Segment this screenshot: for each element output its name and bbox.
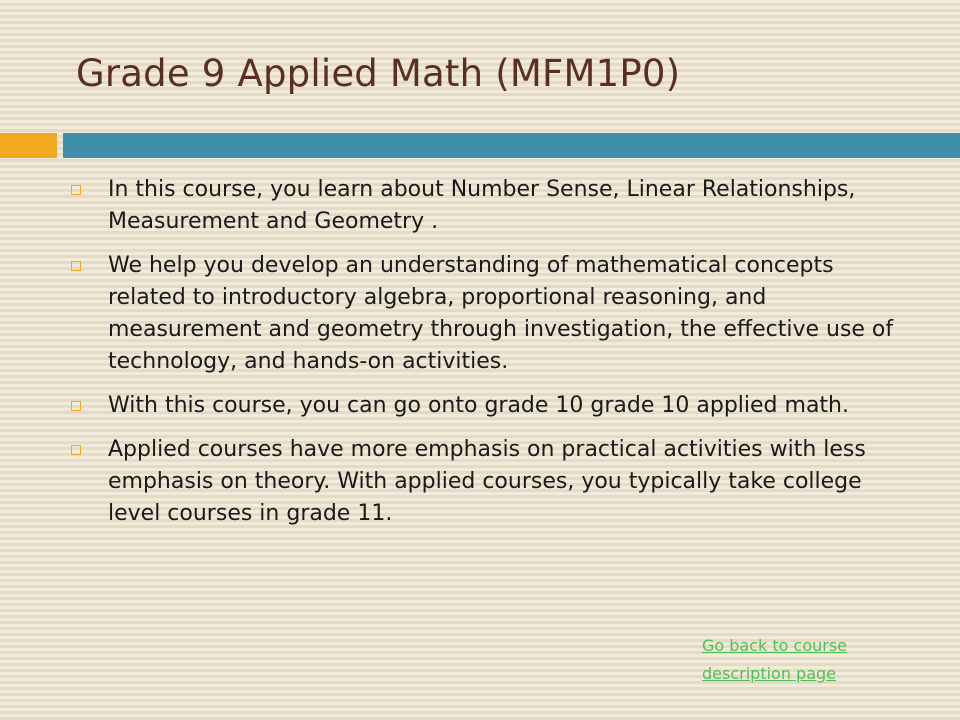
slide-title: Grade 9 Applied Math (MFM1P0) — [76, 52, 681, 95]
square-bullet-icon — [71, 401, 81, 411]
bullet-text: Applied courses have more emphasis on practical activities with less emphasis on theory. With applied courses, you typically take college level courses in grade 11. — [108, 437, 866, 526]
square-bullet-icon — [71, 185, 81, 195]
accent-bar-orange — [0, 133, 57, 158]
back-link-line-1: Go back to course — [702, 636, 848, 655]
back-link-line-2: description page — [702, 664, 837, 683]
bullet-list — [66, 174, 896, 542]
bullet-item — [66, 250, 896, 378]
bullet-text: In this course, you learn about Number Sense, Linear Relationships, Measurement and Geometry . — [108, 177, 856, 234]
bullet-item — [66, 390, 896, 422]
square-bullet-icon — [71, 261, 81, 271]
bullet-text: We help you develop an understanding of mathematical concepts related to introductory algebra, proportional reasoning, and measurement and geometry through investigation, the effective use of technology, and hands-on activities. — [108, 253, 894, 374]
bullet-item — [66, 174, 896, 238]
square-bullet-icon — [71, 445, 81, 455]
bullet-item — [66, 434, 896, 530]
back-to-course-description-link[interactable] — [702, 632, 902, 688]
accent-bar-blue — [63, 133, 960, 158]
bullet-text: With this course, you can go onto grade 10 grade 10 applied math. — [108, 393, 849, 418]
